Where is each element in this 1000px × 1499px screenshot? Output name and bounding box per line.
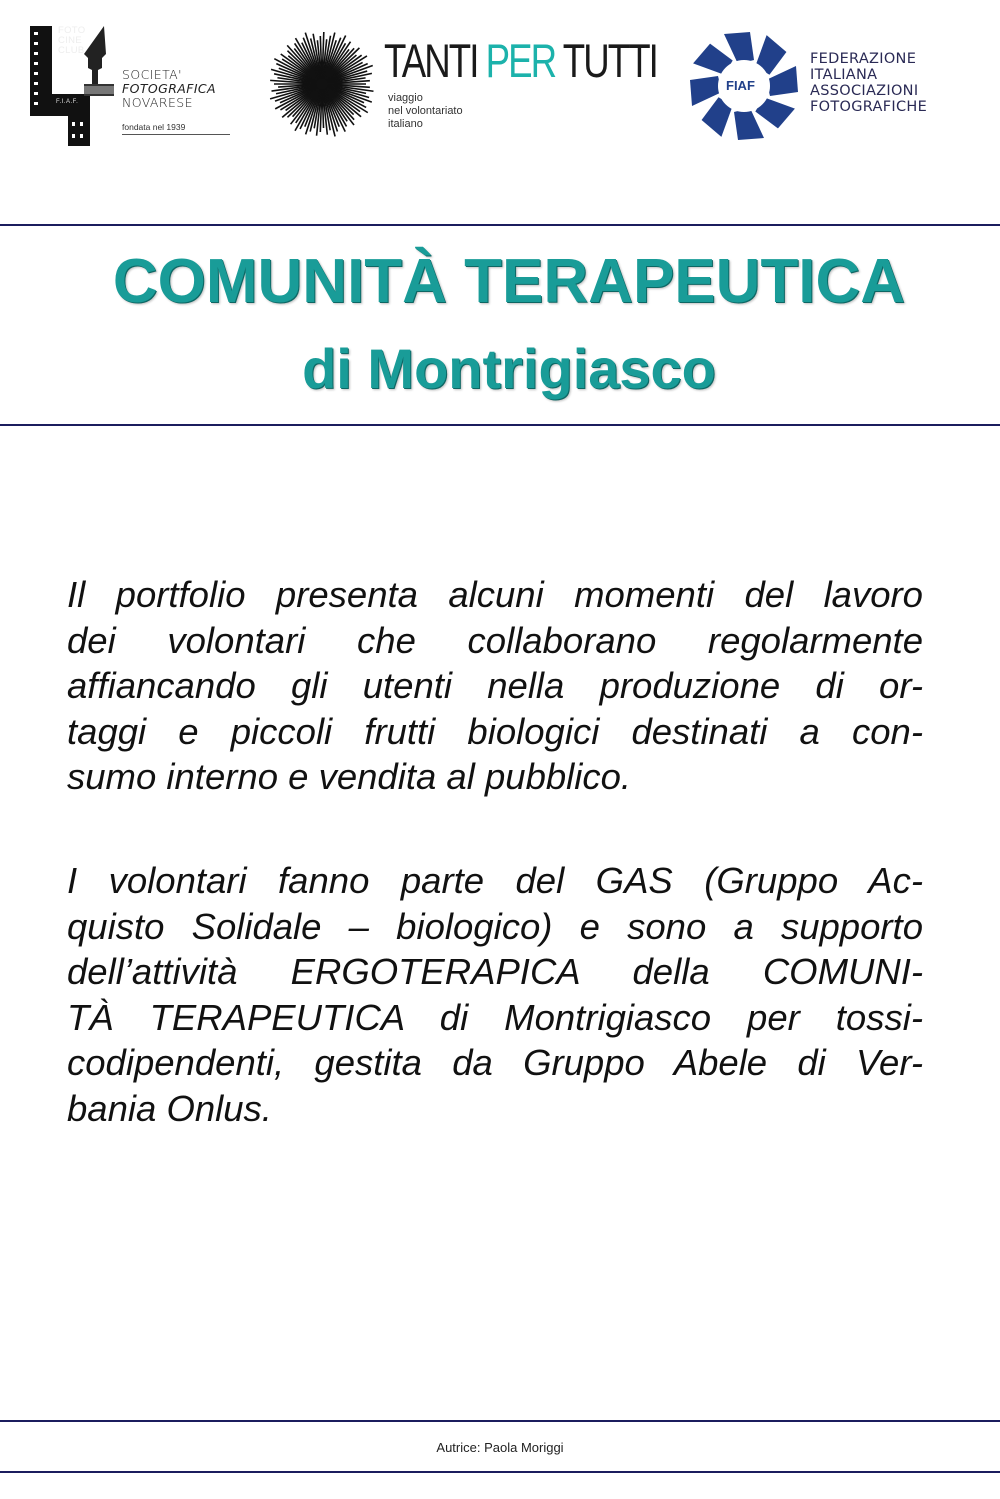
page-subtitle: di Montrigiasco bbox=[302, 337, 716, 400]
tpt-sub-1: viaggio bbox=[388, 92, 423, 104]
paragraph-2 bbox=[67, 858, 923, 1132]
top-rule bbox=[0, 224, 1000, 226]
tpt-sub-3: italiano bbox=[388, 118, 423, 130]
fcc-small-2: CINE bbox=[58, 35, 82, 46]
tpt-title-tutti: TUTTI bbox=[562, 34, 657, 87]
tpt-title-tanti: TANTI bbox=[384, 34, 478, 87]
tpt-title-per: PER bbox=[485, 34, 556, 87]
fcc-name-line-3: NOVARESE bbox=[122, 95, 193, 110]
tpt-subtitle bbox=[388, 92, 463, 131]
fiaf-badge: FIAF bbox=[726, 78, 755, 93]
paragraph-1-line: dei volontari che collaborano regolarmente bbox=[67, 619, 923, 661]
fcc-badge: F.I.A.F. bbox=[56, 99, 79, 105]
author-credit: Autrice: Paola Moriggi bbox=[436, 1440, 564, 1455]
title-bottom-rule bbox=[0, 424, 1000, 426]
fcc-small-1: FOTO bbox=[58, 25, 86, 36]
fotocineclub-logo bbox=[28, 24, 233, 148]
fiaf-name-1: FEDERAZIONE bbox=[810, 51, 917, 67]
fcc-name-line-2: FOTOGRAFICA bbox=[122, 81, 216, 96]
starburst-icon bbox=[266, 28, 378, 140]
tpt-sub-2: nel volontariato bbox=[388, 105, 463, 117]
paragraph-2-line: bania Onlus. bbox=[67, 1087, 272, 1129]
paragraph-1-line: Il portfolio presenta alcuni momenti del lavoro bbox=[67, 574, 923, 615]
paragraph-1 bbox=[67, 572, 923, 800]
fcc-founded: fondata nel 1939 bbox=[122, 122, 186, 132]
fiaf-name-4: FOTOGRAFICHE bbox=[810, 99, 928, 115]
paragraph-1-line: affiancando gli utenti nella produzione di or- bbox=[67, 665, 923, 707]
paragraph-2-line: dell’attività ERGOTERAPICA della COMUNI- bbox=[67, 951, 923, 993]
footer-bottom-rule bbox=[0, 1471, 1000, 1473]
fcc-small-3: CLUB bbox=[58, 45, 85, 56]
fcc-underline bbox=[122, 134, 230, 135]
paragraph-1-line: taggi e piccoli frutti biologici destinati a con- bbox=[67, 710, 923, 752]
paragraph-2-line: I volontari fanno parte del GAS (Gruppo Ac- bbox=[67, 860, 923, 901]
fiaf-logo bbox=[686, 26, 974, 148]
tpt-title bbox=[384, 28, 657, 94]
fcc-name-line-1: SOCIETA' bbox=[122, 67, 182, 82]
fiaf-name-3: ASSOCIAZIONI bbox=[810, 83, 919, 99]
page-title: COMUNITÀ TERAPEUTICA bbox=[112, 247, 906, 316]
fiaf-name bbox=[810, 51, 927, 115]
paragraph-2-line: codipendenti, gestita da Gruppo Abele di Ver- bbox=[67, 1042, 923, 1084]
paragraph-2-line: quisto Solidale – biologico) e sono a supporto bbox=[67, 905, 923, 947]
paragraph-2-line: TÀ TERAPEUTICA di Montrigiasco per tossi- bbox=[67, 996, 923, 1038]
footer-top-rule bbox=[0, 1420, 1000, 1422]
tantipertutti-logo bbox=[266, 28, 661, 140]
paragraph-1-line: sumo interno e vendita al pubblico. bbox=[67, 756, 632, 798]
fiaf-name-2: ITALIANA bbox=[810, 67, 878, 83]
fcc-name bbox=[122, 68, 216, 110]
